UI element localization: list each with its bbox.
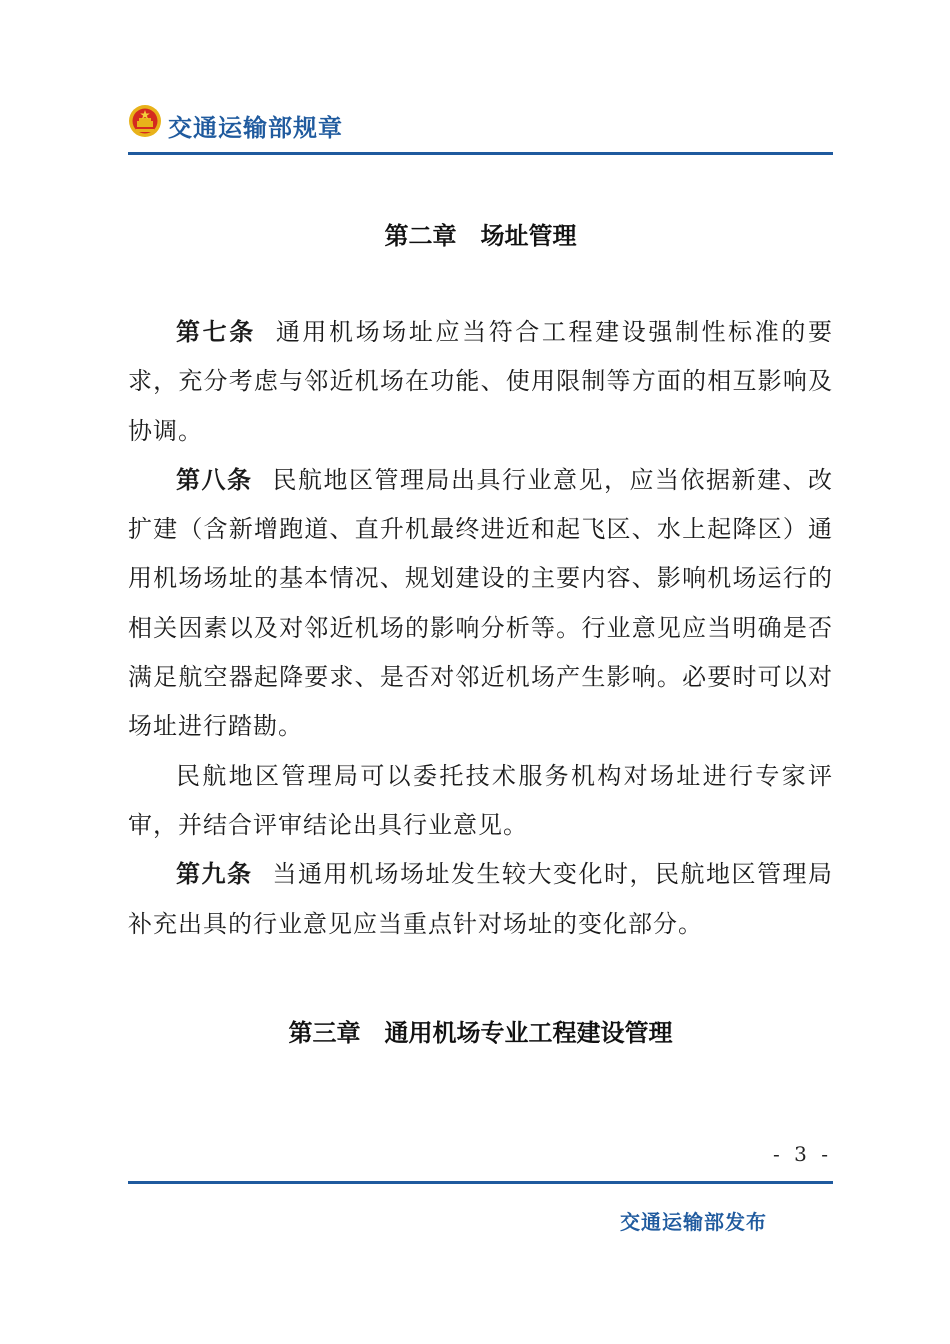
document-header bbox=[128, 100, 833, 160]
document-body bbox=[128, 308, 833, 949]
article-9 bbox=[128, 850, 833, 949]
chapter-heading bbox=[128, 1013, 833, 1048]
article-text: 民航地区管理局可以委托技术服务机构对场址进行专家评审，并结合评审结论出具行业意见。 bbox=[128, 761, 833, 839]
footer-publisher: 交通运输部发布 bbox=[620, 1210, 767, 1234]
header-title: 交通运输部规章 bbox=[168, 114, 343, 142]
article-label: 第七条 bbox=[176, 318, 256, 346]
chapter-title: 通用机场专业工程建设管理 bbox=[384, 1019, 673, 1047]
article-text: 通用机场场址应当符合工程建设强制性标准的要求，充分考虑与邻近机场在功能、使用限制等方面的相互影响及协调。 bbox=[128, 318, 834, 445]
page-number: - 3 - bbox=[773, 1142, 832, 1166]
national-emblem-icon bbox=[128, 104, 162, 138]
chapter-number: 第三章 bbox=[288, 1019, 361, 1047]
header-divider bbox=[128, 152, 833, 155]
article-label: 第九条 bbox=[176, 860, 253, 889]
chapter-title: 场址管理 bbox=[480, 222, 577, 250]
article-8 bbox=[128, 456, 833, 752]
article-8-paragraph-2 bbox=[128, 752, 833, 851]
chapter-number: 第二章 bbox=[384, 222, 457, 250]
chapter-heading bbox=[128, 216, 833, 251]
article-7 bbox=[128, 308, 833, 456]
article-label: 第八条 bbox=[176, 465, 253, 494]
article-text: 当通用机场场址发生较大变化时，民航地区管理局补充出具的行业意见应当重点针对场址的变化部分。 bbox=[128, 860, 833, 938]
article-text: 民航地区管理局出具行业意见，应当依据新建、改扩建（含新增跑道、直升机最终进近和起飞区、水上起降区）通用机场场址的基本情况、规划建设的主要内容、影响机场运行的相关因素以及对邻近机场的影响分析等。行业意见应当明确是否满足航空器起降要求、是否对邻近机场产生影响。必要时可以对场址进行踏勘。 bbox=[128, 465, 833, 741]
footer-divider bbox=[128, 1181, 833, 1184]
